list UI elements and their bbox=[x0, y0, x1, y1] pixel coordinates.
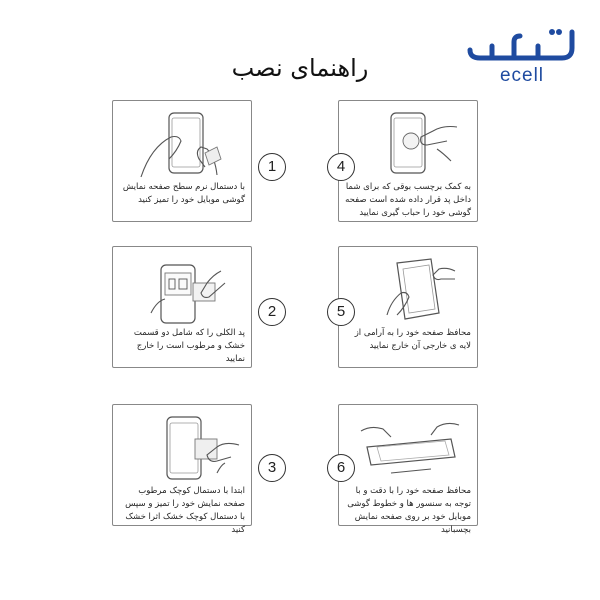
step-1-panel bbox=[112, 100, 252, 222]
step-2-caption: پد الکلی را که شامل دو قسمت خشک و مرطوب است را خارج نمایید bbox=[133, 328, 245, 364]
step-1-number: 1 bbox=[258, 153, 286, 181]
dust-sticker-icon bbox=[347, 107, 471, 181]
step-5-number: 5 bbox=[327, 298, 355, 326]
brand-logo bbox=[462, 20, 582, 90]
step-4-caption: به کمک برچسب بوقی که برای شما داخل پد قرار داده شده است صفحه گوشی خود را حباب گیری نمایید bbox=[345, 182, 471, 218]
brand-logo-mark bbox=[462, 20, 582, 64]
phone-clean-cloth-icon bbox=[121, 411, 245, 485]
step-3-panel bbox=[112, 404, 252, 535]
step-4-panel bbox=[338, 100, 478, 222]
peel-film-icon bbox=[347, 253, 471, 327]
brand-logo-latin: ecell bbox=[499, 65, 545, 86]
step-2-number: 2 bbox=[258, 298, 286, 326]
phone-wipe-cloth-icon bbox=[121, 107, 245, 181]
step-2-panel bbox=[112, 246, 252, 368]
step-3-caption: ابتدا با دستمال کوچک مرطوب صفحه نمایش خود را تمیز و سپس با دستمال کوچک خشک اثرا خشک کنید bbox=[125, 486, 245, 535]
page-title: راهنمای نصب bbox=[231, 54, 369, 82]
step-5-caption: محافظ صفحه خود را به آرامی از لایه ی خارجی آن خارج نمایید bbox=[354, 328, 471, 351]
step-1-caption: با دستمال نرم سطح صفحه نمایش گوشی موبایل خود را تمیز کنید bbox=[122, 182, 245, 205]
step-6-caption: محافظ صفحه خود را با دقت و با توجه به سنسور ها و خطوط گوشی موبایل خود بر روی صفحه نمایش بچسبانید bbox=[347, 486, 471, 535]
alcohol-pad-icon bbox=[121, 253, 245, 327]
step-6-number: 6 bbox=[327, 454, 355, 482]
step-3-number: 3 bbox=[258, 454, 286, 482]
step-5-panel bbox=[338, 246, 478, 368]
step-4-number: 4 bbox=[327, 153, 355, 181]
step-6-panel bbox=[338, 404, 478, 535]
apply-protector-icon bbox=[347, 411, 471, 485]
